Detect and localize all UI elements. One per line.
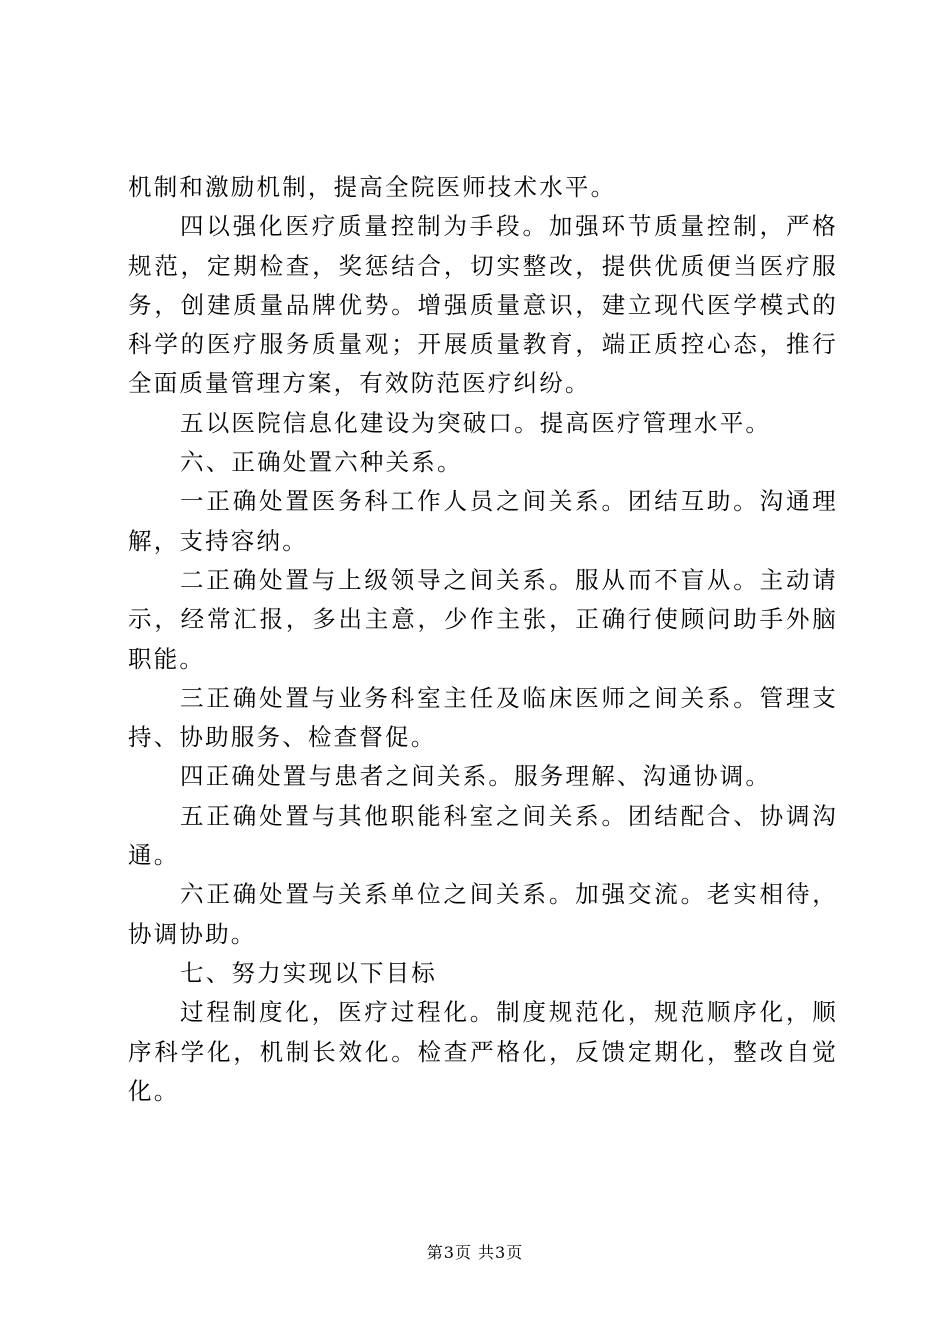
- paragraph-7: 四正确处置与患者之间关系。服务理解、沟通协调。: [180, 762, 772, 791]
- paragraph-11: 过程制度化，医疗过程化。制度规范化，规范顺序化，顺序科学化，机制长效化。检查严格化，反馈定期化，整改自觉化。: [128, 998, 838, 1105]
- page-footer: 第3页 共3页: [426, 1243, 524, 1262]
- paragraph-0: 机制和激励机制，提高全院医师技术水平。: [128, 173, 617, 201]
- paragraph-10: 七、努力实现以下目标: [180, 958, 437, 987]
- paragraph-2: 五以医院信息化建设为突破口。提高医疗管理水平。: [180, 408, 772, 437]
- document-body: [128, 168, 838, 1111]
- paragraph-9: 六正确处置与关系单位之间关系。加强交流。老实相待，协调协助。: [128, 880, 838, 948]
- paragraph-3: 六、正确处置六种关系。: [180, 448, 463, 477]
- paragraph-4: 一正确处置医务科工作人员之间关系。团结互助。沟通理解，支持容纳。: [128, 487, 838, 555]
- paragraph-8: 五正确处置与其他职能科室之间关系。团结配合、协调沟通。: [128, 801, 838, 870]
- paragraph-5: 二正确处置与上级领导之间关系。服从而不盲从。主动请示，经常汇报，多出主意，少作主张，正确行使顾问助手外脑职能。: [128, 565, 838, 673]
- paragraph-1: 四以强化医疗质量控制为手段。加强环节质量控制，严格规范，定期检查，奖惩结合，切实整改，提供优质便当医疗服务，创建质量品牌优势。增强质量意识，建立现代医学模式的科学的医疗服务质量观；开展质量教育，端正质控心态，推行全面质量管理方案，有效防范医疗纠纷。: [128, 212, 838, 398]
- paragraph-6: 三正确处置与业务科室主任及临床医师之间关系。管理支持、协助服务、检查督促。: [128, 683, 838, 752]
